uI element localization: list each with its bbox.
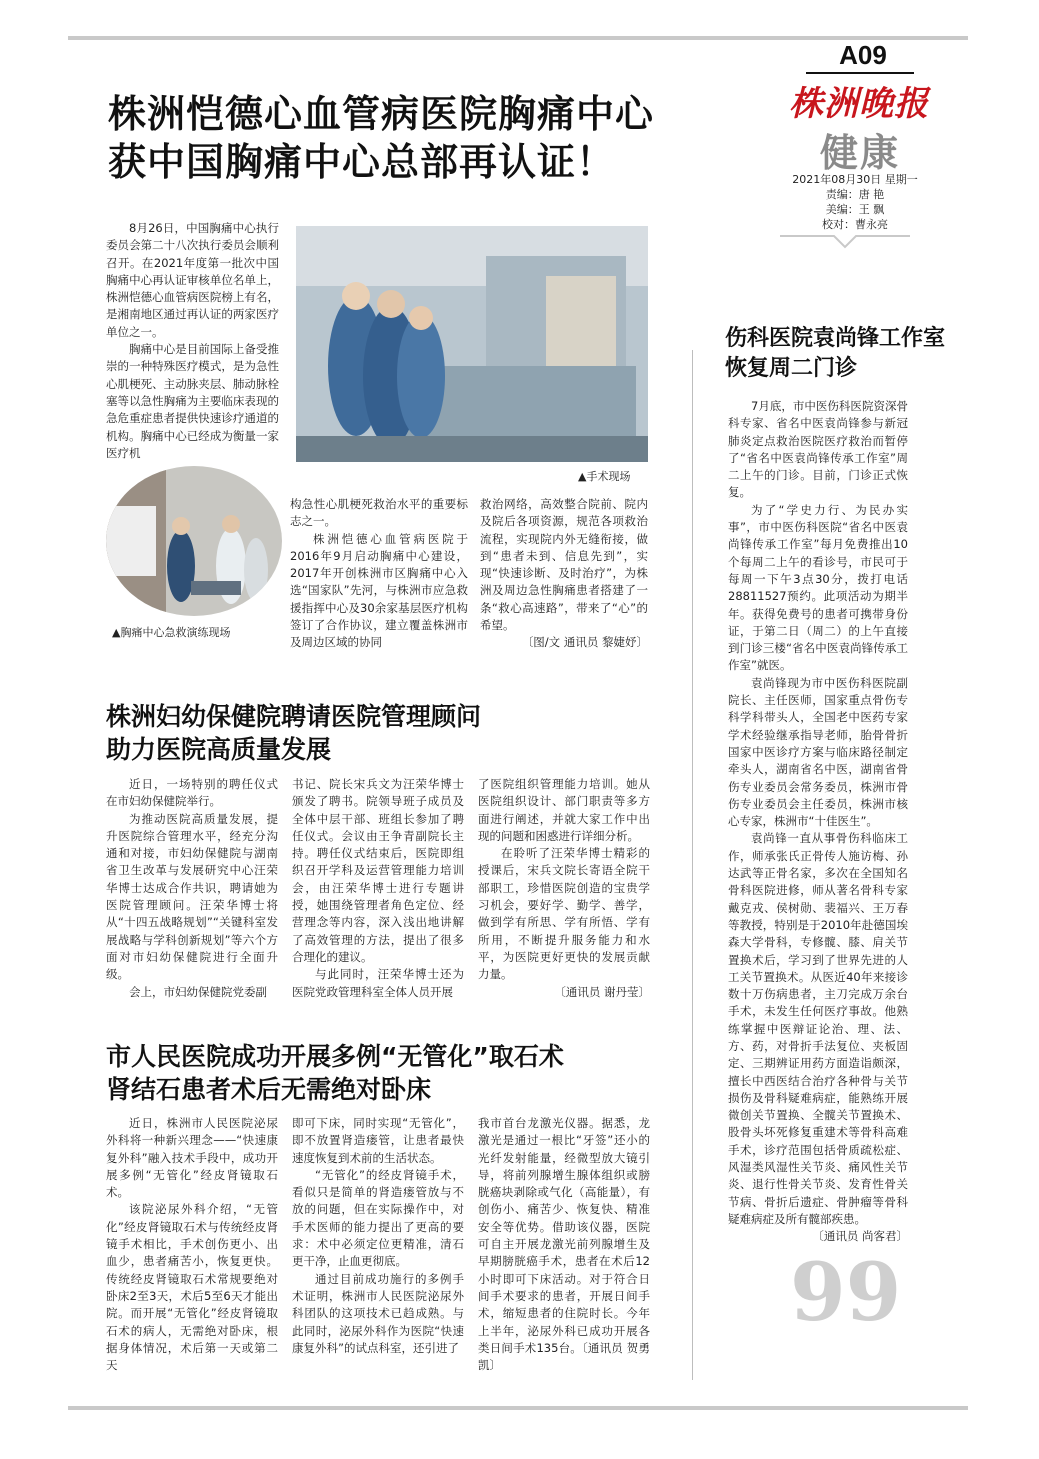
article3-col2	[292, 1115, 464, 1357]
article2-col3	[478, 776, 650, 1001]
article2-paragraph: 了医院组织管理能力培训。她从医院组织设计、部门职责等多方面进行阐述，并就大家工作中出现的问题和困惑进行详细分析。	[478, 777, 650, 843]
sidebar-divider	[692, 350, 693, 1380]
article3-paragraph: 我市首台龙激光仪器。据悉，龙激光是通过一根比“牙签”还小的光纤发射能量，经微型放大镜引导，将前列腺增生腺体组织或膀胱癌块剥除或气化（高能量），有创伤小、痛苦少、恢复快、精准安全等优势。借助该仪器，医院可自主开展龙激光前列腺增生及早期膀胱癌手术，患者在术后12小时即可下床活动。对于符合日间手术要求的患者，开展日间手术，缩短患者的住院时长。今年上半年，泌尿外科已成功开展各类日间手术135台。〔通讯员 贺勇凯〕	[478, 1116, 650, 1373]
page-number: A09	[839, 40, 887, 70]
article3-headline	[106, 1040, 676, 1106]
surgery-photo-caption: ▲手术现场	[578, 470, 631, 483]
surgery-photo	[296, 226, 648, 462]
sidebar-paragraph: 7月底，市中医伤科医院资深骨科专家、省名中医袁尚锋参与新冠肺炎定点救治医院医疗救治而暂停了“省名中医袁尚锋传承工作室”周二上午的门诊。目前，门诊正式恢复。	[728, 399, 908, 500]
article3-paragraph: 该院泌尿外科介绍，“无管化”经皮肾镜取石术与传统经皮肾镜手术相比，手术创伤更小、出血少，患者痛苦小，恢复更快。传统经皮肾镜取石术常规要绝对卧床2至3天，术后5至6天才能出院。而开展“无管化”经皮肾镜取石术的病人，无需绝对卧床，根据身体情况，术后第一天或第二天	[106, 1202, 278, 1373]
drill-photo	[106, 466, 282, 616]
editor-line: 责编：唐 艳	[825, 188, 885, 201]
proofreader-line: 校对：曹永亮	[822, 218, 888, 231]
lead-headline	[108, 90, 748, 186]
article3-paragraph: 通过目前成功施行的多例手术证明，株洲市人民医院泌尿外科团队的这项技术已趋成熟。与此同时，泌尿外科作为医院“快速康复外科”的试点科室，还引进了	[292, 1271, 464, 1355]
article3-col3	[478, 1115, 650, 1374]
bottom-rule	[68, 1406, 968, 1410]
article2-headline	[106, 700, 666, 766]
article3-paragraph: “无管化”的经皮肾镜手术，看似只是简单的肾造瘘管放与不放的问题，但在实际操作中，对手术医师的能力提出了更高的要求：术中必须定位更精准，清石更干净，止血更彻底。	[292, 1167, 464, 1269]
quote-mark-icon: 99	[790, 1245, 902, 1339]
lead-paragraph: 救治网络，高效整合院前、院内及院后各项资源，规范各项救治流程，实现院内外无缝衔接，做到“患者未到、信息先到”，实现“快速诊断、及时治疗”，为株洲及周边急性胸痛患者搭建了一条“救心高速路”，带来了“心”的希望。	[480, 497, 648, 633]
article2-col1	[106, 776, 278, 1001]
page-number-underline	[806, 72, 914, 74]
lead-col3	[480, 496, 648, 652]
lead-headline-line1: 株洲恺德心血管病医院胸痛中心	[108, 92, 655, 136]
lead-headline-line2: 获中国胸痛中心总部再认证！	[108, 140, 616, 184]
article3-headline-line2: 肾结石患者术后无需绝对卧床	[106, 1075, 432, 1104]
designer-line: 美编：王 飘	[825, 203, 885, 216]
sidebar-body	[728, 398, 908, 1246]
sidebar-headline-line1: 伤科医院袁尚锋工作室	[725, 326, 946, 351]
sidebar-headline	[725, 324, 985, 384]
article2-headline-line2: 助力医院高质量发展	[106, 735, 332, 764]
masthead-meta	[770, 172, 940, 232]
lead-credit: 〔图/文 通讯员 黎婕妤〕	[521, 635, 648, 650]
lead-paragraph: 株洲恺德心血管病医院于2016年9月启动胸痛中心建设，2017年开创株洲市区胸痛中心入选“国家队”先河，与株洲市应急救援指挥中心及30余家基层医疗机构签订了合作协议，建立覆盖株洲市及周边区域的协同	[290, 531, 468, 650]
date-line: 2021年08月30日 星期一	[792, 173, 918, 186]
article3-paragraph: 即可下床，同时实现“无管化”，即不放置肾造瘘管，让患者最快速度恢复到术前的生活状态。	[292, 1116, 464, 1165]
drill-photo-caption: ▲胸痛中心急救演练现场	[112, 626, 231, 639]
paper-logo: 株洲晚报	[789, 84, 929, 124]
article2-paragraph: 在聆听了汪荣华博士精彩的授课后，宋兵文院长寄语全院干部职工，珍惜医院创造的宝贵学习机会，要好学、勤学、善学，做到学有所思、学有所悟、学有所用，不断提升服务能力和水平，为医院更好更快的发展贡献力量。	[478, 846, 650, 982]
article3-col1	[106, 1115, 278, 1374]
article2-paragraph: 为推动医院高质量发展，提升医院综合管理水平，经充分沟通和对接，市妇幼保健院与湖南省卫生改革与发展研究中心汪荣华博士达成合作共识，聘请她为医院管理顾问。汪荣华博士将从“十四五战略规划”“关键科室发展战略与学科创新规划”等六个方面对市妇幼保健院进行全面升级。	[106, 811, 278, 982]
sidebar-paragraph: 为了“学史力行、为民办实事”，市中医伤科医院“省名中医袁尚锋传承工作室”每月免费推出10个每周二上午的看诊号，市民可于每周一下午3点30分，拨打电话28811527预约。此项活动为期半年。获得免费号的患者可携带身份证，于第二日（周二）的上午直接到门诊三楼“省名中医袁尚锋传承工作室”就医。	[728, 502, 908, 673]
sidebar-credit: 〔通讯员 尚客君〕	[812, 1229, 908, 1244]
section-title: 健康	[819, 130, 900, 175]
lead-paragraph: 胸痛中心是目前国际上备受推崇的一种特殊医疗模式，是为急性心肌梗死、主动脉夹层、肺动脉栓塞等以急性胸痛为主要临床表现的急危重症患者提供快速诊疗通道的机构。胸痛中心已经成为衡量一家医疗机	[106, 342, 279, 460]
article2-paragraph: 书记、院长宋兵文为汪荣华博士颁发了聘书。院领导班子成员及全体中层干部、班组长参加了聘任仪式。会议由王争青副院长主持。聘任仪式结束后，医院即组织召开学科及运营管理能力培训会，由汪荣华博士进行专题讲授，她围绕管理者角色定位、经营理念等内容，深入浅出地讲解了高效管理的方法，提出了很多合理化的建议。	[292, 777, 464, 964]
lead-paragraph: 构急性心肌梗死救治水平的重要标志之一。	[290, 497, 468, 529]
lead-col1	[106, 220, 279, 462]
article2-col2	[292, 776, 464, 1001]
sidebar-paragraph: 袁尚锋现为市中医伤科医院副院长、主任医师，国家重点骨伤专科学科带头人，全国老中医药专家学术经验继承指导老师，胎骨骨折国家中医诊疗方案与临床路径制定牵头人，湖南省名中医，湖南省骨伤专业委员会常务委员，株洲市骨伤专业委员会主任委员，株洲市核心专家，株洲市“十佳医生”。	[728, 675, 908, 829]
lead-col2	[290, 496, 468, 652]
masthead-notch	[780, 234, 910, 250]
article2-headline-line1: 株洲妇幼保健院聘请医院管理顾问	[106, 702, 482, 731]
article3-headline-line1: 市人民医院成功开展多例“无管化”取石术	[106, 1042, 564, 1071]
article2-paragraph: 会上，市妇幼保健院党委副	[129, 984, 267, 999]
lead-paragraph: 8月26日，中国胸痛中心执行委员会第二十八次执行委员会顺利召开。在2021年度第一批次中国胸痛中心再认证审核单位名单上，株洲恺德心血管病医院榜上有名，是湘南地区通过再认证的两家医疗单位之一。	[106, 221, 279, 339]
article2-paragraph: 与此同时，汪荣华博士还为医院党政管理科室全体人员开展	[292, 967, 464, 999]
sidebar-headline-line2: 恢复周二门诊	[725, 356, 858, 381]
article2-paragraph: 近日，一场特别的聘任仪式在市妇幼保健院举行。	[106, 777, 278, 809]
article3-paragraph: 近日，株洲市人民医院泌尿外科将一种新兴理念——“快速康复外科”融入技术手段中，成功开展多例“无管化”经皮肾镜取石术。	[106, 1116, 278, 1200]
sidebar-paragraph: 袁尚锋一直从事骨伤科临床工作，师承张氏正骨传人施访梅、孙达武等正骨名家，多次在全国知名骨科医院进修，师从著名骨科专家戴克戎、侯树勋、裴福兴、王万春等教授，特别是于2010年赴德国埃森大学骨科，专修髋、膝、肩关节置换术后，学习到了世界先进的人工关节置换术。从医近40年来接诊数十万伤病患者，主刀完成万余台手术，未发生任何医疗事故。他熟练掌握中医辩证论治、理、法、方、药，对骨折手法复位、夹板固定、三期辨证用药方面造诣颇深，擅长中西医结合治疗各种骨与关节损伤及骨科疑难病症，能熟练开展微创关节置换、全髋关节置换术、股骨头坏死修复重建术等骨科高难手术，诊疗范围包括骨质疏松症、风湿类风湿性关节炎、痛风性关节炎、退行性骨关节炎、发育性骨关节病、骨折后遗症、骨肿瘤等骨科疑难病症及所有髋部疾患。	[728, 831, 908, 1226]
article2-credit: 〔通讯员 谢丹莹〕	[554, 984, 650, 999]
